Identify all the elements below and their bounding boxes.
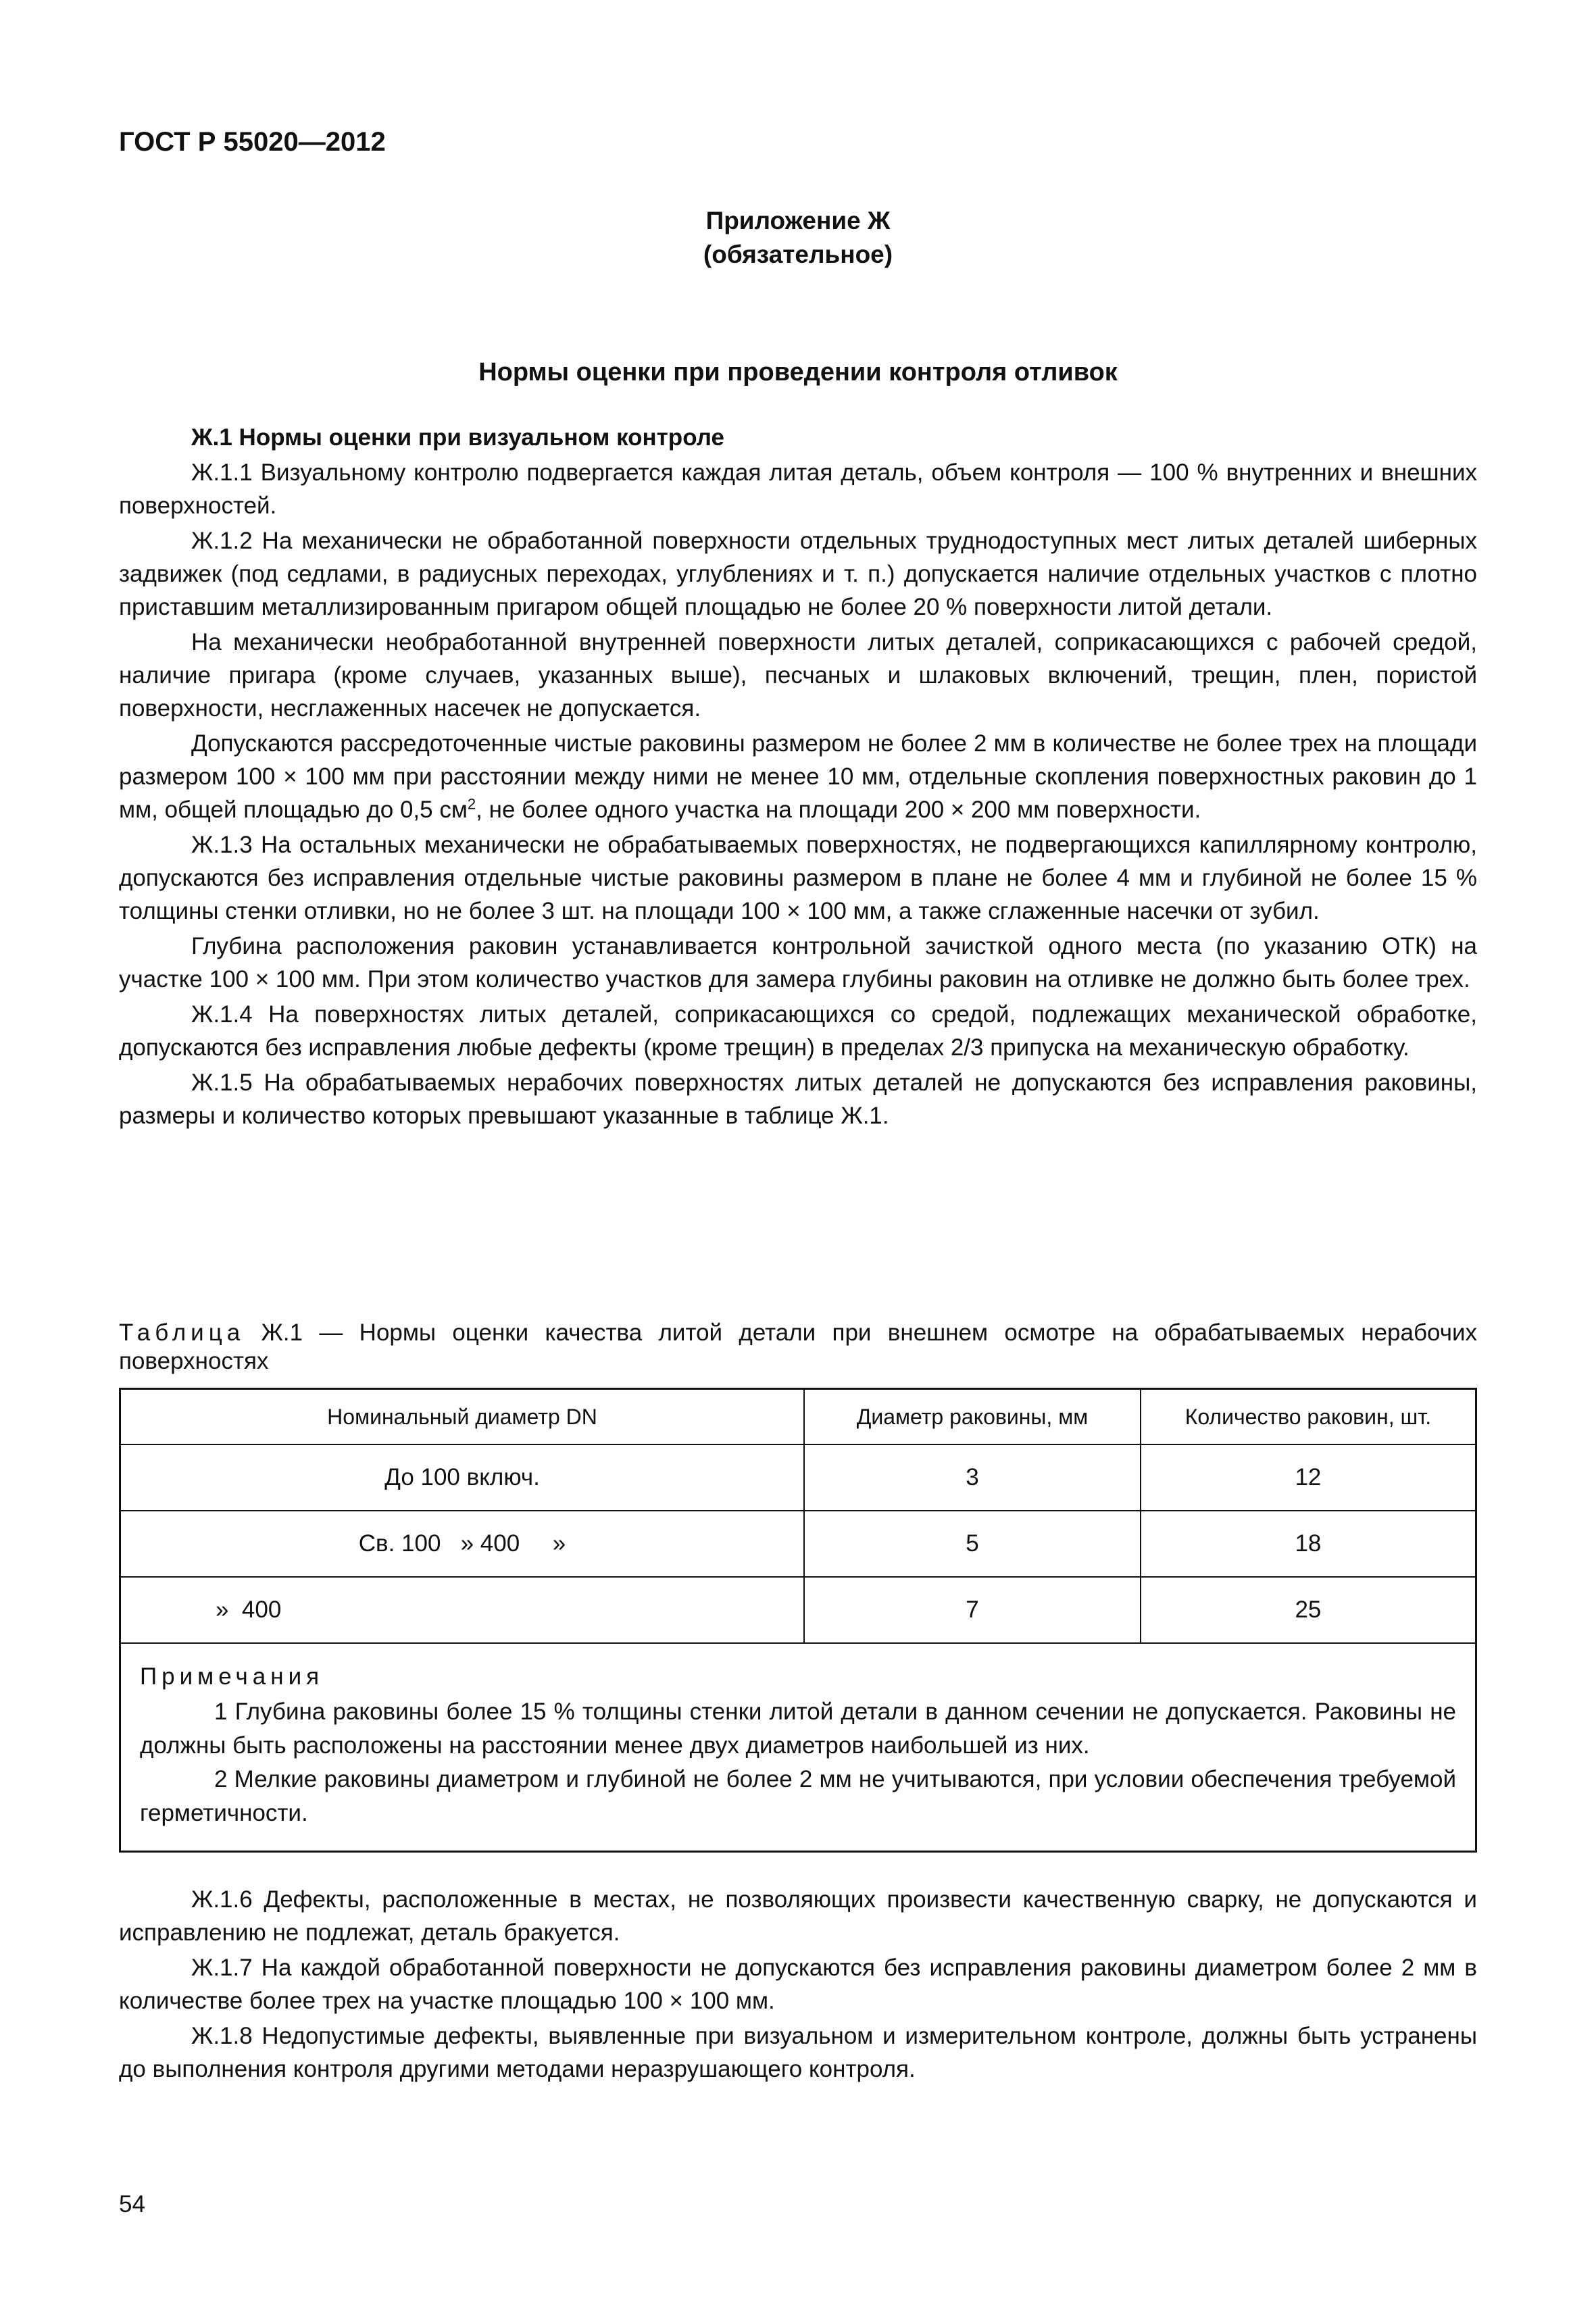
appendix-heading <box>0 204 1596 272</box>
appendix-status: (обязательное) <box>703 241 893 268</box>
body-section-1 <box>119 421 1477 1134</box>
table-cell: 7 <box>804 1577 1141 1643</box>
table-caption-label: Таблица <box>119 1319 245 1346</box>
table-cell: 18 <box>1141 1511 1476 1577</box>
note-item: 2 Мелкие раковины диаметром и глубиной не более 2 мм не учитываются, при условии обеспечения требуемой герметичности. <box>140 1766 1456 1826</box>
table-cell: 25 <box>1141 1577 1476 1643</box>
table-cell: До 100 включ. <box>120 1444 805 1511</box>
paragraph: Ж.1.7 На каждой обработанной поверхности не допускаются без исправления раковины диаметром более 2 мм в количестве более трех на участке площадью 100 × 100 мм. <box>119 1955 1477 2014</box>
paragraph: На механически необработанной внутренней поверхности литых деталей, соприкасающихся с рабочей средой, наличие пригара (кроме случаев, указанных выше), песчаных и шлаковых включений, трещин, плен, пористой поверхности, несглаженных насечек не допускается. <box>119 629 1477 722</box>
paragraph: Ж.1.4 На поверхностях литых деталей, соприкасающихся со средой, подлежащих механической обработке, допускаются без исправления любые дефекты (кроме трещин) в пределах 2/3 припуска на механическую обработку. <box>119 1001 1477 1061</box>
page-number: 54 <box>119 2191 145 2217</box>
table-cell: 12 <box>1141 1444 1476 1511</box>
table-row <box>120 1511 1476 1577</box>
paragraph: Ж.1.2 На механически не обработанной поверхности отдельных труднодоступных мест литых деталей шиберных задвижек (под седлами, в радиусных переходах, углублениях и т. п.) допускается наличие отдельных участков с плотно приставшим металлизированным пригаром общей площадью не более 20 % поверхности литой детали. <box>119 528 1477 620</box>
table-header-row <box>120 1389 1476 1445</box>
table-header-cell: Количество раковин, шт. <box>1141 1389 1476 1445</box>
table-cell: Св. 100 » 400 » <box>120 1511 805 1577</box>
notes-title: Примечания <box>140 1663 324 1690</box>
table-notes-row <box>120 1643 1476 1852</box>
paragraph: Ж.1.1 Визуальному контролю подвергается каждая литая деталь, объем контроля — 100 % внутренних и внешних поверхностей. <box>119 459 1477 519</box>
table-caption-text: Ж.1 — Нормы оценки качества литой детали при внешнем осмотре на обрабатываемых нерабочих поверхностях <box>119 1319 1477 1374</box>
table-row <box>120 1577 1476 1643</box>
paragraph: Глубина расположения раковин устанавливается контрольной зачисткой одного места (по указанию ОТК) на участке 100 × 100 мм. При этом количество участков для замера глубины раковин на отливке не должно быть более трех. <box>119 933 1477 992</box>
section-heading: Ж.1 Нормы оценки при визуальном контроле <box>191 424 724 451</box>
table-cell: » 400 <box>120 1577 805 1643</box>
text-run: , не более одного участка на площади 200 × 200 мм поверхности. <box>476 797 1201 823</box>
table-header-cell: Номинальный диаметр DN <box>120 1389 805 1445</box>
table-caption <box>119 1319 1477 1376</box>
text-run: Допускаются рассредоточенные чистые раковины размером не более 2 мм в количестве не более трех на площади размером 100 × 100 мм при расстоянии между ними не менее 10 мм, отдельные скопления поверхностных раковин до 1 мм, общей площадью до 0,5 см <box>119 730 1477 823</box>
superscript: 2 <box>467 795 476 813</box>
paragraph: Ж.1.8 Недопустимые дефекты, выявленные при визуальном и измерительном контроле, должны быть устранены до выполнения контроля другими методами неразрушающего контроля. <box>119 2023 1477 2082</box>
table-row <box>120 1444 1476 1511</box>
standard-code: ГОСТ Р 55020—2012 <box>119 127 386 157</box>
paragraph-cavities <box>119 727 1477 826</box>
table-header-cell: Диаметр раковины, мм <box>804 1389 1141 1445</box>
table-cell: 3 <box>804 1444 1141 1511</box>
paragraph: Ж.1.3 На остальных механически не обрабатываемых поверхностях, не подвергающихся капиллярному контролю, допускаются без исправления отдельные чистые раковины размером в плане не более 4 мм и глубиной не более 15 % толщины стенки отливки, но не более 3 шт. на площади 100 × 100 мм, а также сглаженные насечки от зубил. <box>119 832 1477 924</box>
appendix-label: Приложение Ж <box>705 207 891 234</box>
table-notes <box>120 1643 1476 1852</box>
table-cell: 5 <box>804 1511 1141 1577</box>
defects-table <box>119 1388 1477 1853</box>
paragraph: Ж.1.6 Дефекты, расположенные в местах, не позволяющих произвести качественную сварку, не допускаются и исправлению не подлежат, деталь бракуется. <box>119 1886 1477 1946</box>
body-section-2 <box>119 1883 1477 2088</box>
note-item: 1 Глубина раковины более 15 % толщины стенки литой детали в данном сечении не допускается. Раковины не должны быть расположены на расстоянии менее двух диаметров наибольшей из них. <box>140 1699 1456 1759</box>
paragraph: Ж.1.5 На обрабатываемых нерабочих поверхностях литых деталей не допускаются без исправления раковины, размеры и количество которых превышают указанные в таблице Ж.1. <box>119 1070 1477 1129</box>
document-title: Нормы оценки при проведении контроля отливок <box>478 358 1118 386</box>
